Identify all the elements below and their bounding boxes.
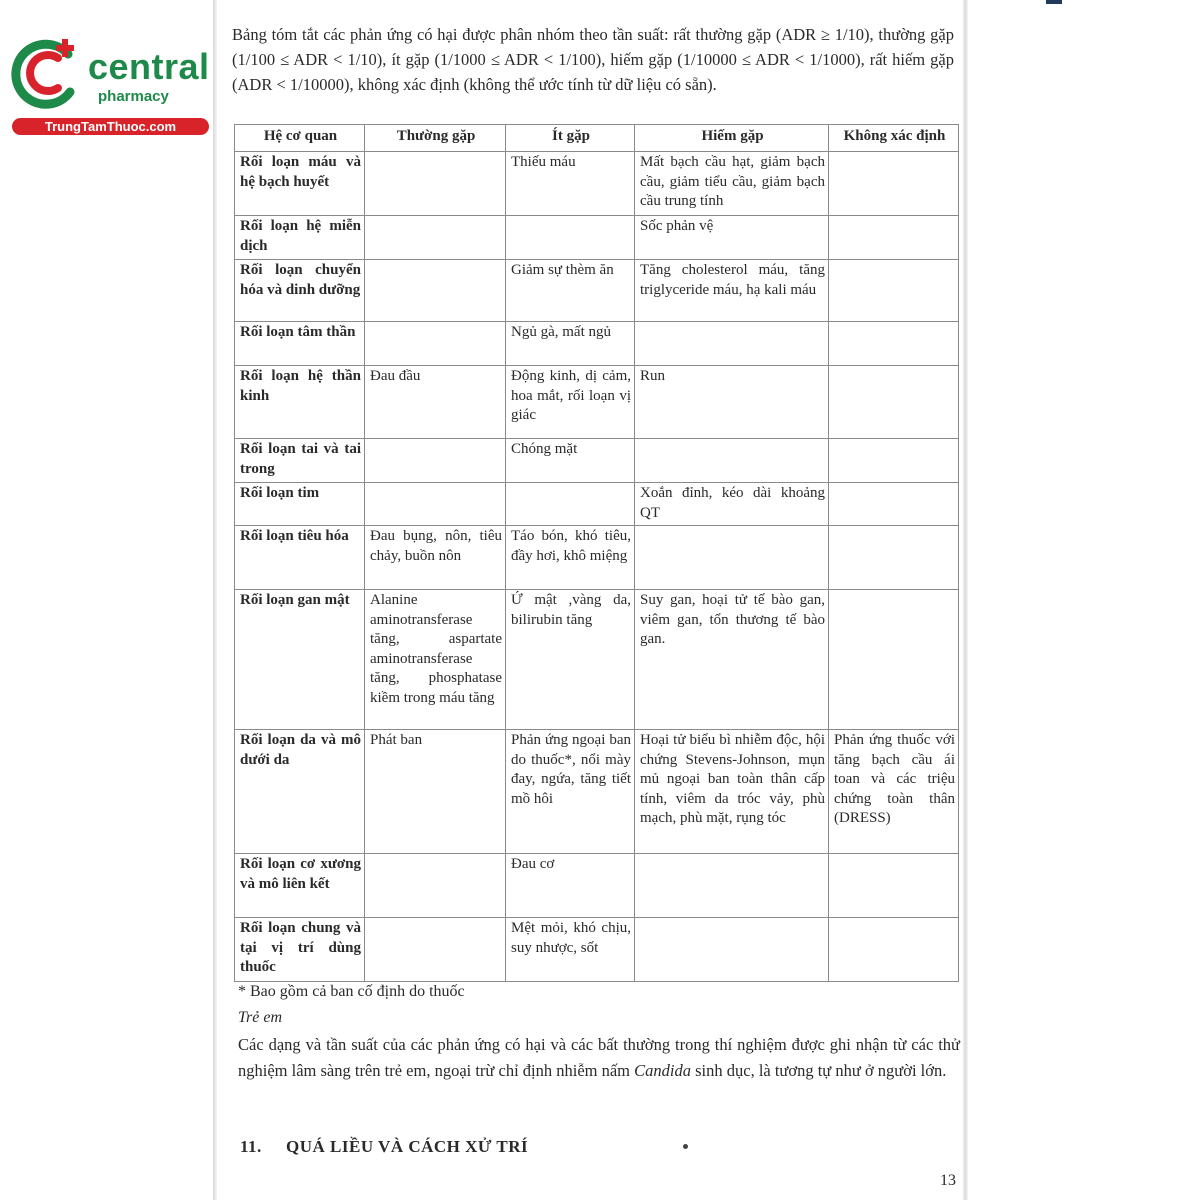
header-uncommon: Ít gặp (506, 125, 635, 152)
table-row (235, 730, 959, 854)
organ-cell: Rối loạn hệ miễn dịch (235, 216, 365, 260)
adverse-reactions-table (234, 124, 959, 982)
table-row (235, 322, 959, 366)
organ-cell: Rối loạn chuyển hóa và dinh dưỡng (235, 260, 365, 322)
corner-mark (1046, 0, 1062, 4)
logo-site-url[interactable]: TrungTamThuoc.com (12, 118, 209, 135)
common-cell (365, 439, 506, 483)
unknown-cell (829, 526, 959, 590)
unknown-cell (829, 366, 959, 439)
organ-cell: Rối loạn tiêu hóa (235, 526, 365, 590)
section-heading (240, 1137, 528, 1157)
unknown-cell (829, 918, 959, 982)
unknown-cell (829, 439, 959, 483)
table-row (235, 260, 959, 322)
uncommon-cell: Đau cơ (506, 854, 635, 918)
pharmacy-logo[interactable] (10, 36, 210, 136)
table-row (235, 854, 959, 918)
uncommon-cell: Táo bón, khó tiêu, đầy hơi, khô miệng (506, 526, 635, 590)
organ-cell: Rối loạn hệ thần kinh (235, 366, 365, 439)
table-row (235, 590, 959, 730)
uncommon-cell: Phản ứng ngoại ban do thuốc*, nổi mày đay, ngứa, tăng tiết mồ hôi (506, 730, 635, 854)
common-cell: Alanine aminotransferase tăng, aspartate aminotransferase tăng, phosphatase kiềm trong máu tăng (365, 590, 506, 730)
pediatric-paragraph (238, 1032, 960, 1084)
uncommon-cell: Thiếu máu (506, 152, 635, 216)
header-organ: Hệ cơ quan (235, 125, 365, 152)
unknown-cell (829, 483, 959, 526)
speck-dot (683, 1144, 688, 1149)
paragraph-text-before: Các dạng và tần suất của các phản ứng có hại và các bất thường trong thí nghiệm được ghi nhận từ các thử nghiệm lâm sàng trên trẻ em, ngoại trừ chỉ định nhiễm nấm (238, 1035, 960, 1080)
organ-cell: Rối loạn cơ xương và mô liên kết (235, 854, 365, 918)
table-row (235, 216, 959, 260)
paragraph-text-after: sinh dục, là tương tự như ở người lớn. (690, 1061, 947, 1080)
paragraph-italic-term: Candida (634, 1061, 691, 1080)
organ-cell: Rối loạn tâm thần (235, 322, 365, 366)
table-header-row (235, 125, 959, 152)
table-row (235, 526, 959, 590)
common-cell: Đau đầu (365, 366, 506, 439)
page-number: 13 (940, 1172, 956, 1189)
rare-cell (635, 322, 829, 366)
section-number: 11. (240, 1137, 262, 1156)
unknown-cell (829, 152, 959, 216)
table-row (235, 439, 959, 483)
organ-cell: Rối loạn máu và hệ bạch huyết (235, 152, 365, 216)
table-footnote: * Bao gồm cả ban cố định do thuốc (238, 983, 465, 1000)
table-row (235, 483, 959, 526)
rare-cell (635, 526, 829, 590)
header-rare: Hiếm gặp (635, 125, 829, 152)
rare-cell: Tăng cholesterol máu, tăng triglyceride máu, hạ kali máu (635, 260, 829, 322)
logo-subtitle: pharmacy (98, 88, 169, 105)
uncommon-cell: Động kinh, dị cảm, hoa mắt, rối loạn vị giác (506, 366, 635, 439)
uncommon-cell (506, 216, 635, 260)
table-row (235, 366, 959, 439)
common-cell (365, 322, 506, 366)
rare-cell: Mất bạch cầu hạt, giảm bạch cầu, giảm tiểu cầu, giảm bạch cầu trung tính (635, 152, 829, 216)
common-cell: Đau bụng, nôn, tiêu chảy, buồn nôn (365, 526, 506, 590)
unknown-cell: Phản ứng thuốc với tăng bạch cầu ái toan và các triệu chứng toàn thân (DRESS) (829, 730, 959, 854)
rare-cell: Suy gan, hoại tử tế bào gan, viêm gan, tổn thương tế bào gan. (635, 590, 829, 730)
pharmacy-cross-icon (10, 36, 86, 112)
logo-name: central (88, 46, 210, 87)
common-cell (365, 152, 506, 216)
rare-cell: Hoại tử biểu bì nhiễm độc, hội chứng Stevens-Johnson, mụn mủ ngoại ban toàn thân cấp tính, viêm da tróc vảy, phù mạch, phù mặt, rụng tóc (635, 730, 829, 854)
organ-cell: Rối loạn da và mô dưới da (235, 730, 365, 854)
uncommon-cell: Chóng mặt (506, 439, 635, 483)
common-cell (365, 918, 506, 982)
scan-edge-left (213, 0, 217, 1200)
unknown-cell (829, 216, 959, 260)
rare-cell (635, 918, 829, 982)
uncommon-cell: Ứ mật ,vàng da, bilirubin tăng (506, 590, 635, 730)
organ-cell: Rối loạn chung và tại vị trí dùng thuốc (235, 918, 365, 982)
uncommon-cell: Ngủ gà, mất ngủ (506, 322, 635, 366)
unknown-cell (829, 590, 959, 730)
organ-cell: Rối loạn tai và tai trong (235, 439, 365, 483)
table-row (235, 152, 959, 216)
common-cell: Phát ban (365, 730, 506, 854)
uncommon-cell: Giảm sự thèm ăn (506, 260, 635, 322)
organ-cell: Rối loạn tim (235, 483, 365, 526)
common-cell (365, 216, 506, 260)
unknown-cell (829, 260, 959, 322)
common-cell (365, 260, 506, 322)
rare-cell (635, 854, 829, 918)
intro-paragraph: Bảng tóm tắt các phản ứng có hại được phân nhóm theo tần suất: rất thường gặp (ADR ≥ 1/10), thường gặp (1/100 ≤ ADR < 1/10), ít gặp (1/1000 ≤ ADR < 1/100), hiếm gặp (1/10000 ≤ ADR < 1/1000), rất hiếm gặp (ADR < 1/10000), không xác định (không thể ước tính từ dữ liệu có sẵn). (232, 25, 954, 94)
common-cell (365, 854, 506, 918)
uncommon-cell (506, 483, 635, 526)
rare-cell (635, 439, 829, 483)
unknown-cell (829, 854, 959, 918)
scan-edge-right (963, 0, 968, 1200)
section-title: QUÁ LIỀU VÀ CÁCH XỬ TRÍ (286, 1137, 529, 1156)
rare-cell: Xoắn đỉnh, kéo dài khoảng QT (635, 483, 829, 526)
organ-cell: Rối loạn gan mật (235, 590, 365, 730)
header-common: Thường gặp (365, 125, 506, 152)
header-unknown: Không xác định (829, 125, 959, 152)
unknown-cell (829, 322, 959, 366)
rare-cell: Run (635, 366, 829, 439)
common-cell (365, 483, 506, 526)
uncommon-cell: Mệt mỏi, khó chịu, suy nhược, sốt (506, 918, 635, 982)
rare-cell: Sốc phản vệ (635, 216, 829, 260)
pediatric-subheading: Trẻ em (238, 1009, 282, 1026)
table-row (235, 918, 959, 982)
